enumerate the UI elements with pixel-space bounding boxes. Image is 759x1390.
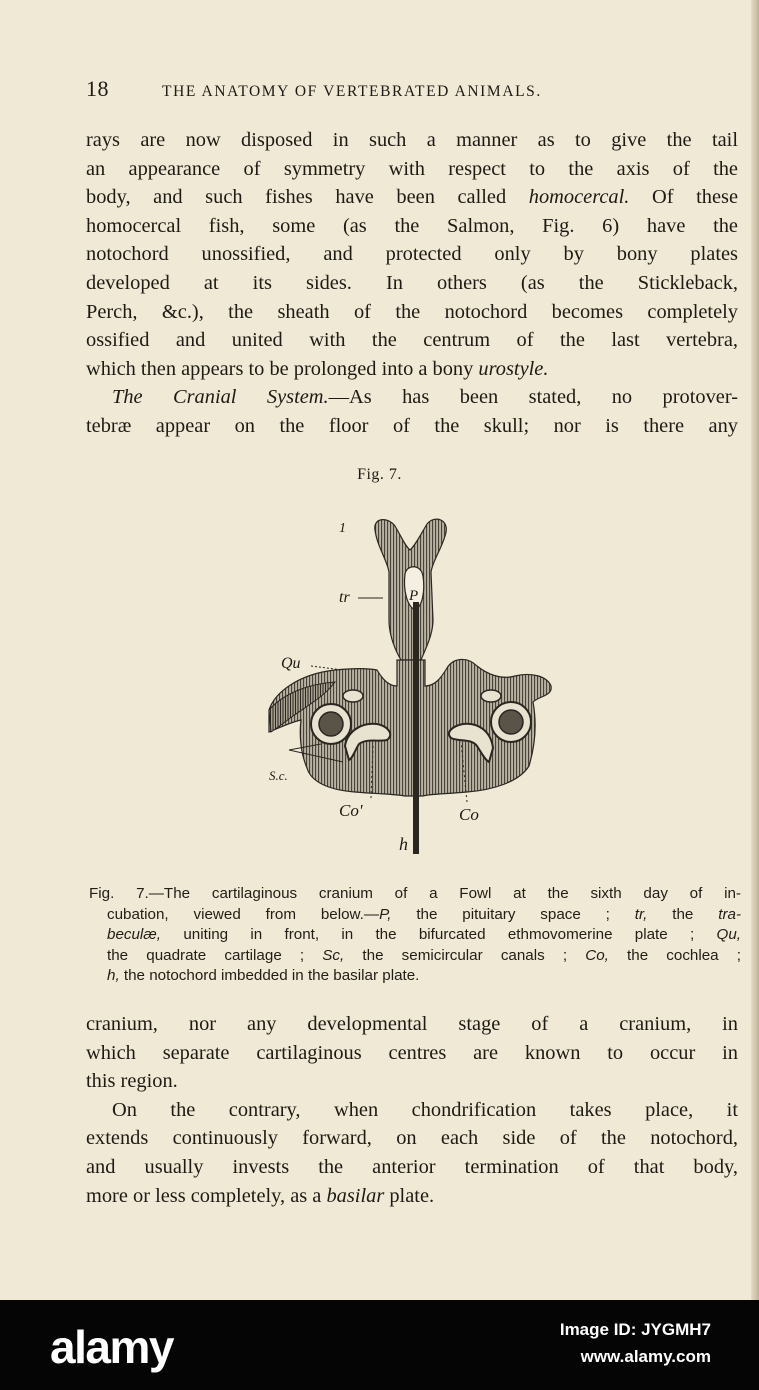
label-qu: Qu <box>281 655 301 672</box>
site-url: www.alamy.com <box>580 1347 711 1366</box>
section-heading-line: The Cranial System.—As has been stated, no protover- <box>112 386 738 409</box>
label-h: h <box>399 834 408 854</box>
running-head <box>86 76 711 106</box>
text-line: which separate cartilaginous centres are known to occur in <box>86 1041 738 1064</box>
text-line: notochord unossified, and protected only by bony plates <box>86 243 738 266</box>
text-line: more or less completely, as a basilar plate. <box>86 1184 435 1207</box>
image-id: Image ID: JYGMH7 <box>559 1320 711 1339</box>
label-sc: S.c. <box>269 768 288 783</box>
figure-label: Fig. 7. <box>357 466 402 483</box>
running-title: THE ANATOMY OF VERTEBRATED ANIMALS. <box>162 83 542 100</box>
text-line: developed at its sides. In others (as the Stickleback, <box>86 271 738 294</box>
text-line: tebræ appear on the floor of the skull; nor is there any <box>86 414 738 437</box>
text-line: rays are now disposed in such a manner as to give the tail <box>86 129 738 151</box>
text-line: homocercal fish, some (as the Salmon, Fig. 6) have the <box>86 214 738 237</box>
label-co: Co <box>459 805 479 824</box>
label-co-prime: Co' <box>339 801 363 820</box>
text-line: this region. <box>86 1070 178 1093</box>
notochord <box>413 602 419 854</box>
caption-line: h, the notochord imbedded in the basilar plate. <box>107 967 420 985</box>
text-line: cranium, nor any developmental stage of a cranium, in <box>86 1013 738 1035</box>
page-number: 18 <box>86 76 109 101</box>
section-heading: The Cranial System. <box>112 386 329 409</box>
stock-footer-bar <box>0 1300 759 1390</box>
label-1: 1 <box>339 521 346 536</box>
cranium-drawing <box>255 510 565 865</box>
text-line: On the contrary, when chondrification takes place, it <box>112 1098 738 1121</box>
page-edge-shadow <box>751 0 759 1300</box>
caption-line: beculæ, uniting in front, in the bifurcated ethmovomerine plate ; Qu, <box>107 926 741 944</box>
label-p: P <box>409 588 419 604</box>
body-text-bottom <box>86 1010 738 1210</box>
text-line: an appearance of symmetry with respect to the axis of the <box>86 157 738 180</box>
figure-caption <box>89 884 741 987</box>
cranium-illustration <box>255 510 565 865</box>
body-text-top <box>86 126 738 441</box>
text-line: and usually invests the anterior termination of that body, <box>86 1155 738 1178</box>
caption-line: cubation, viewed from below.—P, the pituitary space ; tr, the tra- <box>107 905 741 923</box>
label-tr: tr <box>339 589 350 606</box>
text-line: which then appears to be prolonged into a bony urostyle. <box>86 357 549 380</box>
caption-line: Fig. 7.—The cartilaginous cranium of a Fowl at the sixth day of in- <box>89 885 741 902</box>
text-line: extends continuously forward, on each side of the notochord, <box>86 1127 738 1150</box>
text-line: ossified and united with the centrum of the last vertebra, <box>86 329 738 352</box>
text-line: Perch, &c.), the sheath of the notochord becomes completely <box>86 300 738 323</box>
brand-logo: alamy <box>50 1321 173 1373</box>
text-line: body, and such fishes have been called homocercal. Of these <box>86 186 738 209</box>
caption-line: the quadrate cartilage ; Sc, the semicircular canals ; Co, the cochlea ; <box>107 946 741 964</box>
